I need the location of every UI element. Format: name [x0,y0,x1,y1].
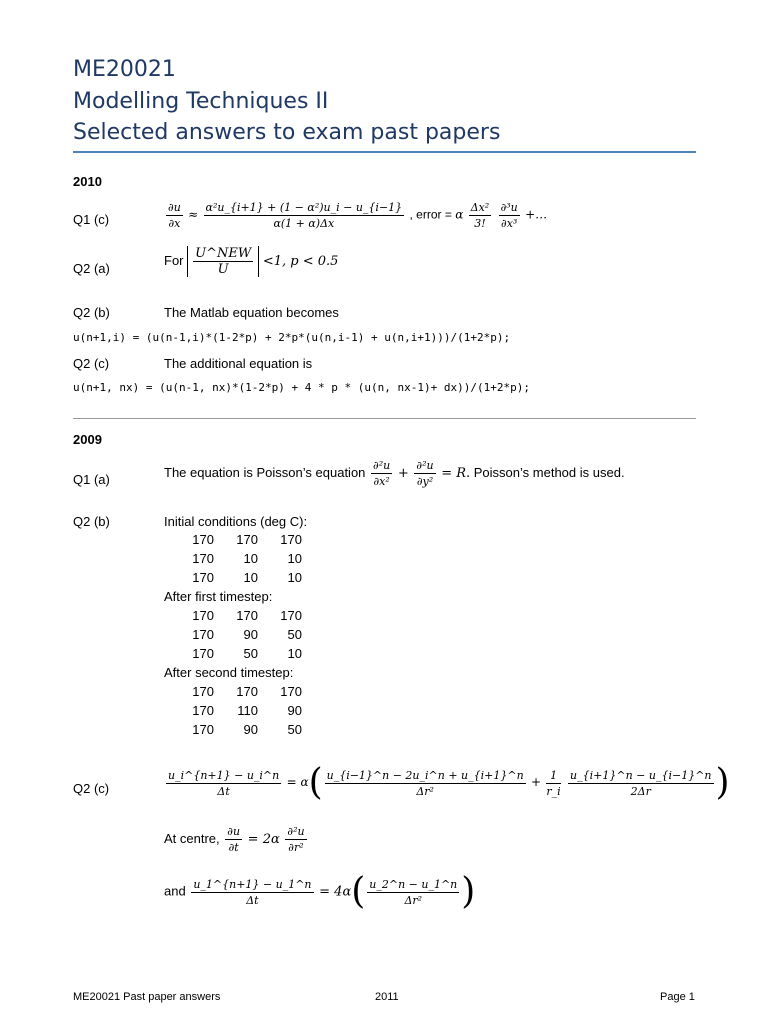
year-2010-heading: 2010 [73,174,102,189]
q2b-2010-text: The Matlab equation becomes [164,305,339,320]
grid-row [176,606,308,625]
grid-cell: 170 [192,722,214,737]
grid-cell: 170 [192,703,214,718]
grid-cell: 170 [280,608,302,623]
initial-caption: Initial conditions (deg C): [164,514,308,529]
grid-cell: 170 [236,532,258,547]
grid-row [176,720,308,739]
q2c-2010-code: u(n+1, nx) = (u(n-1, nx)*(1-2*p) + 4 * p * (u(n, nx-1)+ dx))/(1+2*p); [73,381,530,394]
grid-cell: 170 [192,627,214,642]
grid-row [176,644,308,663]
q2b-2010-label: Q2 (b) [73,305,110,320]
q1c-2010-label: Q1 (c) [73,212,110,227]
q2b-2009-label: Q2 (b) [73,514,110,529]
grid-row [176,549,308,568]
initial-grid [176,530,308,587]
q2a-2010-label: Q2 (a) [73,261,110,276]
grid-cell: 170 [192,551,214,566]
grid-row [176,568,308,587]
q1a-2009-equation: The equation is Poisson’s equation $\frac{\text{∂²u}}{\text{∂x²}}$ + $\frac{\text{∂²u}}{\text{∂y²}}$ = R. Poisson’s method is used. [164,459,625,488]
grid-cell: 170 [280,684,302,699]
grid-row [176,701,308,720]
q2c-2010-text: The additional equation is [164,356,313,371]
grid-row [176,682,308,701]
grid-cell: 90 [243,722,258,737]
grid-cell: 10 [287,551,302,566]
q2c-2009-equation1: $\frac{u\_i\^{}\{n+1\} - u\_i\^{}n}{\Delta t}$ = α( $\frac{u\_\{i-1\}\^{}n - 2u\_i\^{}n + u\_\{i+1\}\^{}n}{\text{Δr²}}$ + $\frac{1}{r\_i}$ $\frac{u\_\{i+1\}\^{}n - u\_\{i-1\}\^{}n}{2\Delta r}$ ) [168,762,730,803]
grid-cell: 10 [287,570,302,585]
page-number: Page 1 [660,991,695,1003]
grid-cell: 110 [237,703,258,718]
grid-cell: 90 [243,627,258,642]
grid-cell: 10 [287,646,302,661]
second-timestep-grid [176,682,308,739]
grid-cell: 10 [243,551,258,566]
q2c-2010-label: Q2 (c) [73,356,110,371]
q1a-2009-label: Q1 (a) [73,472,110,487]
second-timestep-caption: After second timestep: [164,665,294,680]
grid-cell: 170 [236,608,258,623]
grid-cell: 170 [192,570,214,585]
grid-cell: 50 [287,627,302,642]
grid-cell: 170 [192,608,214,623]
q1c-lhs-frac: $\frac{\partial u}{\partial x}$ [168,201,181,230]
q2c-2009-equation2: At centre, $\frac{\partial u}{\partial t}$ = 2α $\frac{\text{∂²u}}{\text{∂r²}}$ [164,825,305,854]
grid-cell: 50 [243,646,258,661]
q2a-2010-equation: For $\frac{\text{U\textasciicircum{}NEW}}{U}$ <1, p < 0.5 [164,246,339,277]
grid-cell: 170 [280,532,302,547]
grid-cell: 90 [287,703,302,718]
doc-subtitle: Selected answers to exam past papers [73,120,501,145]
grid-row [176,625,308,644]
doc-code: ME20021 [73,57,176,82]
grid-cell: 170 [236,684,258,699]
q1c-main-frac: $\frac{\text{α²u\_\{i+1\} + (1 − α²)u\_i − u\_\{i−1\}}}{\alpha(1 + \alpha)\Delta x}$ [205,201,403,230]
section-divider [73,418,696,419]
year-2009-heading: 2009 [73,432,102,447]
first-timestep-grid [176,606,308,663]
grid-cell: 170 [192,532,214,547]
q2c-2009-equation3: and $\frac{u\_1\^{}\{n+1\} - u\_1\^{}n}{\Delta t}$ = 4α( $\frac{u\_2\^{}n - u\_1\^{}n}{\text{Δr²}}$ ) [164,871,476,912]
grid-cell: 10 [243,570,258,585]
grid-row [176,530,308,549]
q2c-2009-label: Q2 (c) [73,781,110,796]
footer-left: ME20021 Past paper answers [73,991,221,1003]
title-rule [73,151,696,153]
footer-center: 2011 [375,991,399,1003]
first-timestep-caption: After first timestep: [164,589,273,604]
grid-cell: 170 [192,646,214,661]
grid-cell: 170 [192,684,214,699]
doc-title: Modelling Techniques II [73,89,329,114]
q2b-2010-code: u(n+1,i) = (u(n-1,i)*(1-2*p) + 2*p*(u(n,i-1) + u(n,i+1)))/(1+2*p); [73,331,511,344]
grid-cell: 50 [287,722,302,737]
q1c-2010-equation: $\frac{\partial u}{\partial x}$ ≈ $\frac{\text{α²u\_\{i+1\} + (1 − α²)u\_i − u\_\{i−1\}}}{\alpha(1 + \alpha)\Delta x}$ , error = α $\frac{\text{Δx²}}{3!}$ $\frac{\text{∂³u}}{\text{∂x³}}$ +… [168,201,548,230]
